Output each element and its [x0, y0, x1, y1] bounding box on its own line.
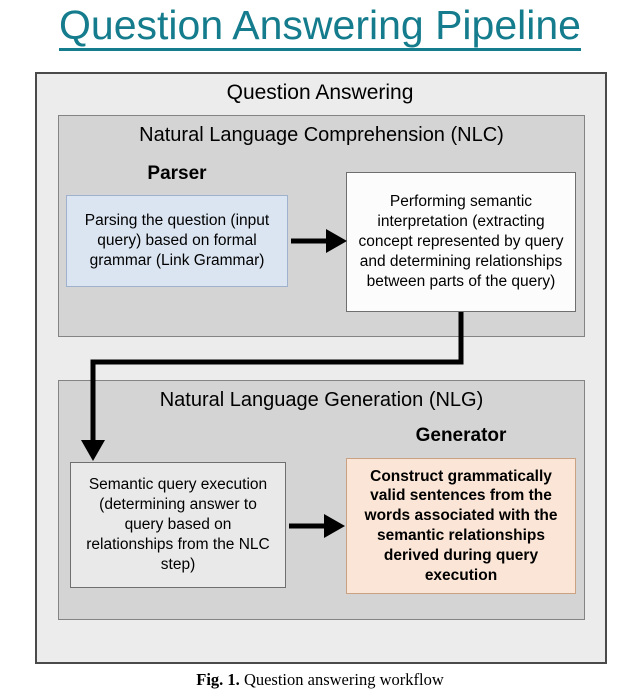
page-title-text: Question Answering Pipeline: [59, 4, 581, 51]
parse-node-text: Parsing the question (input query) based on formal grammar (Link Grammar): [84, 212, 270, 269]
figure-caption-prefix: Fig. 1.: [196, 670, 240, 689]
semantic-interpretation-node-text: Performing semantic interpretation (extracting concept represented by query and determining relationships between parts of the query): [358, 193, 564, 290]
query-execution-node-text: Semantic query execution (determining answer to query based on relationships from the NLC step): [86, 476, 270, 573]
generator-label: Generator: [415, 425, 507, 446]
parser-label: Parser: [147, 163, 207, 184]
sentence-generation-node: [346, 458, 576, 594]
query-execution-node: [70, 462, 286, 588]
figure-caption: [0, 670, 640, 690]
parse-node: [66, 195, 288, 287]
question-answering-label: Question Answering: [226, 81, 414, 104]
page-title: [0, 2, 640, 51]
semantic-interpretation-node: [346, 172, 576, 312]
sentence-generation-node-text: Construct grammatically valid sentences from the words associated with the semantic relationships derived during query execution: [364, 467, 558, 584]
figure-caption-text: Question answering workflow: [243, 670, 444, 689]
nlg-section-header: Natural Language Generation (NLG): [159, 389, 484, 411]
nlc-section-header: Natural Language Comprehension (NLC): [139, 124, 504, 146]
